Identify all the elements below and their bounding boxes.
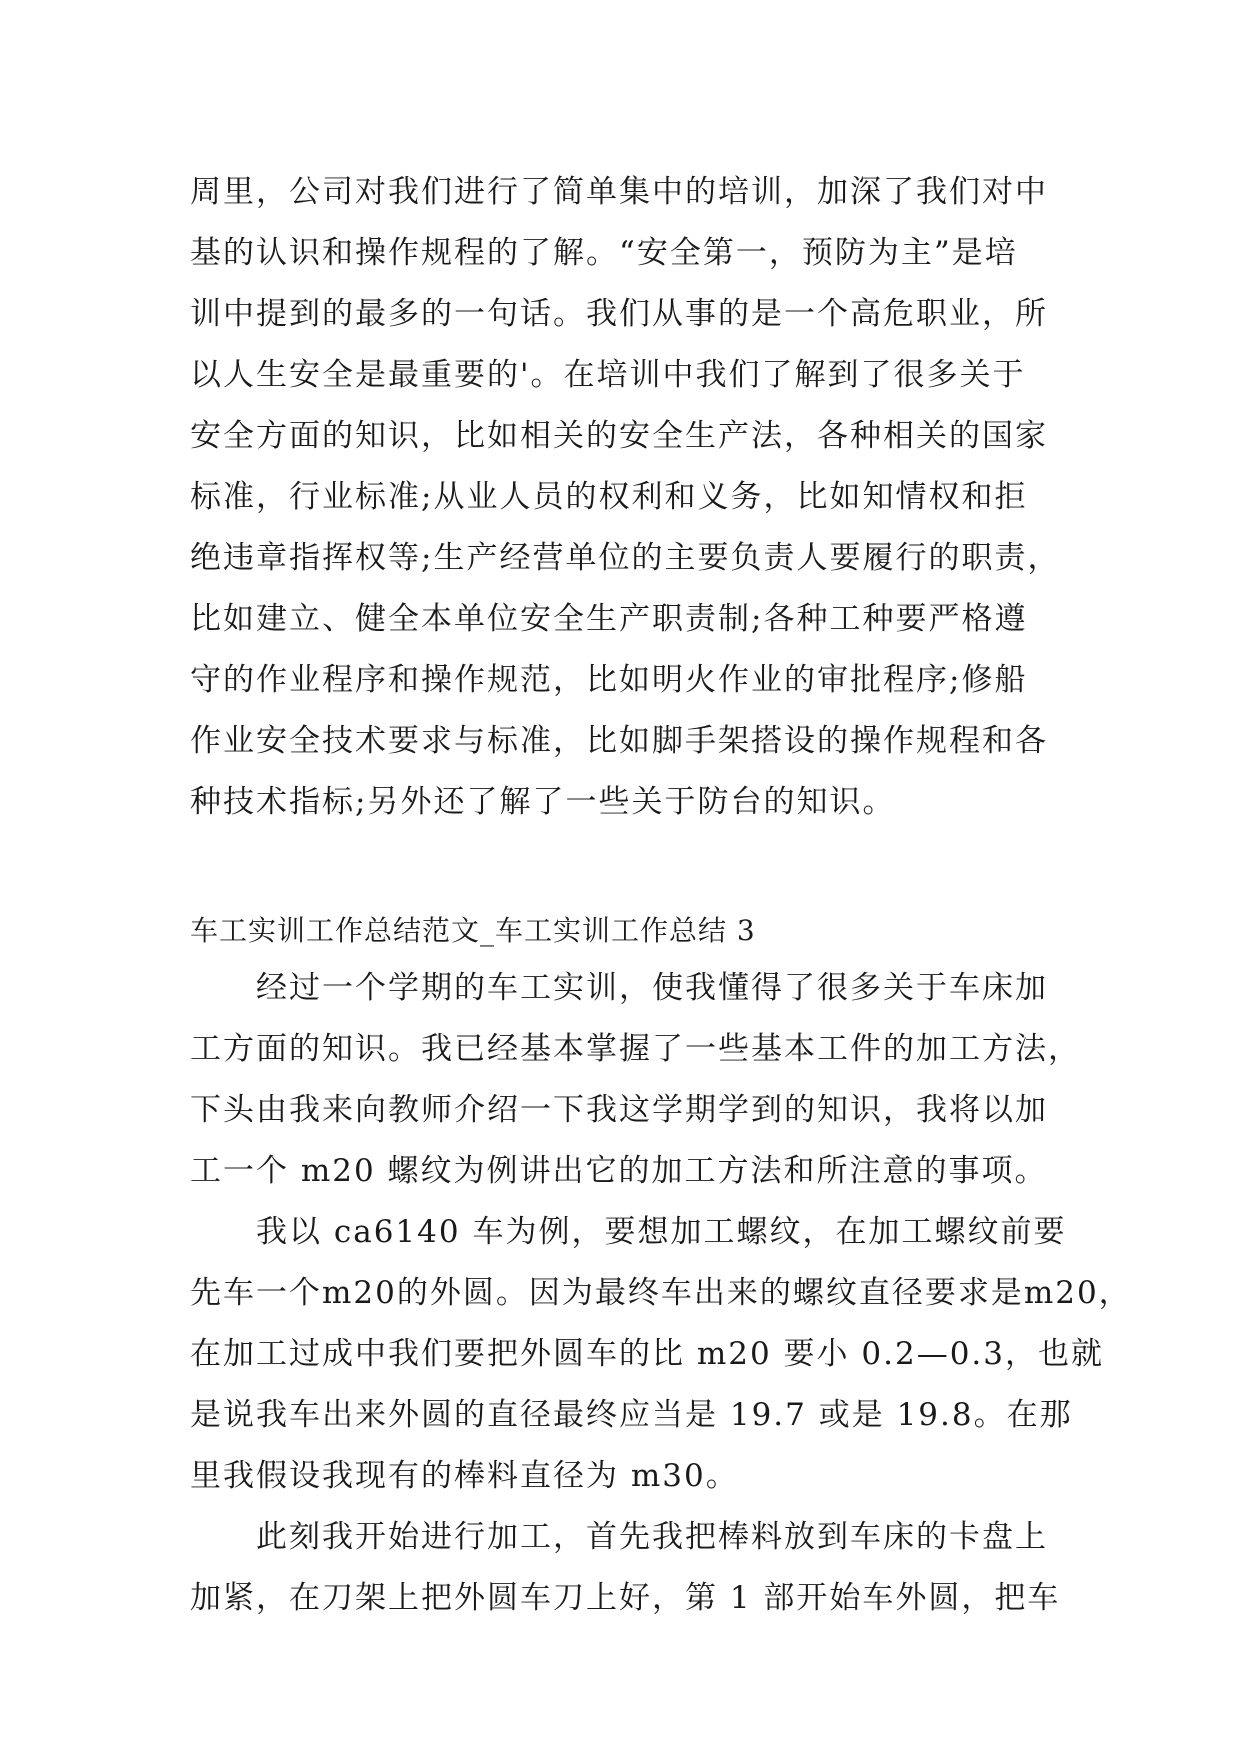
- text-line: 我以 ca6140 车为例，要想加工螺纹，在加工螺纹前要: [256, 1214, 1067, 1250]
- section-3-body: [190, 958, 1132, 1629]
- text-line: 比如建立、健全本单位安全生产职责制;各种工种要严格遵: [190, 601, 1028, 637]
- text-line: 基的认识和操作规程的了解。“安全第一，预防为主”是培: [190, 235, 1018, 271]
- text-line: 作业安全技术要求与标准，比如脚手架搭设的操作规程和各: [190, 723, 1048, 759]
- text-line: 里我假设我现有的棒料直径为 m30。: [190, 1458, 739, 1494]
- text-line: 标准，行业标准;从业人员的权利和义务，比如知情权和拒: [190, 479, 1028, 515]
- text-line: 以人生安全是最重要的'。在培训中我们了解到了很多关于: [190, 357, 1026, 393]
- text-line: 守的作业程序和操作规范，比如明火作业的审批程序;修船: [190, 662, 1028, 698]
- text-line: 工方面的知识。我已经基本掌握了一些基本工件的加工方法，: [190, 1031, 1081, 1067]
- text-line: 绝违章指挥权等;生产经营单位的主要负责人要履行的职责，: [190, 540, 1061, 576]
- section-heading: 车工实训工作总结范文_车工实训工作总结 3: [190, 914, 756, 947]
- text-line: 下头由我来向教师介绍一下我这学期学到的知识，我将以加: [190, 1092, 1048, 1128]
- text-line: 训中提到的最多的一句话。我们从事的是一个高危职业，所: [190, 296, 1048, 332]
- text-line: 是说我车出来外圆的直径最终应当是 19.7 或是 19.8。在那: [190, 1397, 1073, 1433]
- text-line: 经过一个学期的车工实训，使我懂得了很多关于车床加: [256, 970, 1048, 1006]
- paragraph-safety-training: [190, 162, 1060, 833]
- text-line: 安全方面的知识，比如相关的安全生产法，各种相关的国家: [190, 418, 1048, 454]
- text-line: 工一个 m20 螺纹为例讲出它的加工方法和所注意的事项。: [190, 1153, 1048, 1189]
- text-line: 此刻我开始进行加工，首先我把棒料放到车床的卡盘上: [256, 1519, 1048, 1555]
- text-line: 加紧，在刀架上把外圆车刀上好，第 1 部开始车外圆，把车: [190, 1580, 1061, 1616]
- text-line: 先车一个m20的外圆。因为最终车出来的螺纹直径要求是m20，: [190, 1275, 1132, 1311]
- text-line: 周里，公司对我们进行了简单集中的培训，加深了我们对中: [190, 174, 1048, 210]
- text-line: 在加工过成中我们要把外圆车的比 m20 要小 0.2—0.3，也就: [190, 1336, 1105, 1372]
- text-line: 种技术指标;另外还了解了一些关于防台的知识。: [190, 784, 896, 820]
